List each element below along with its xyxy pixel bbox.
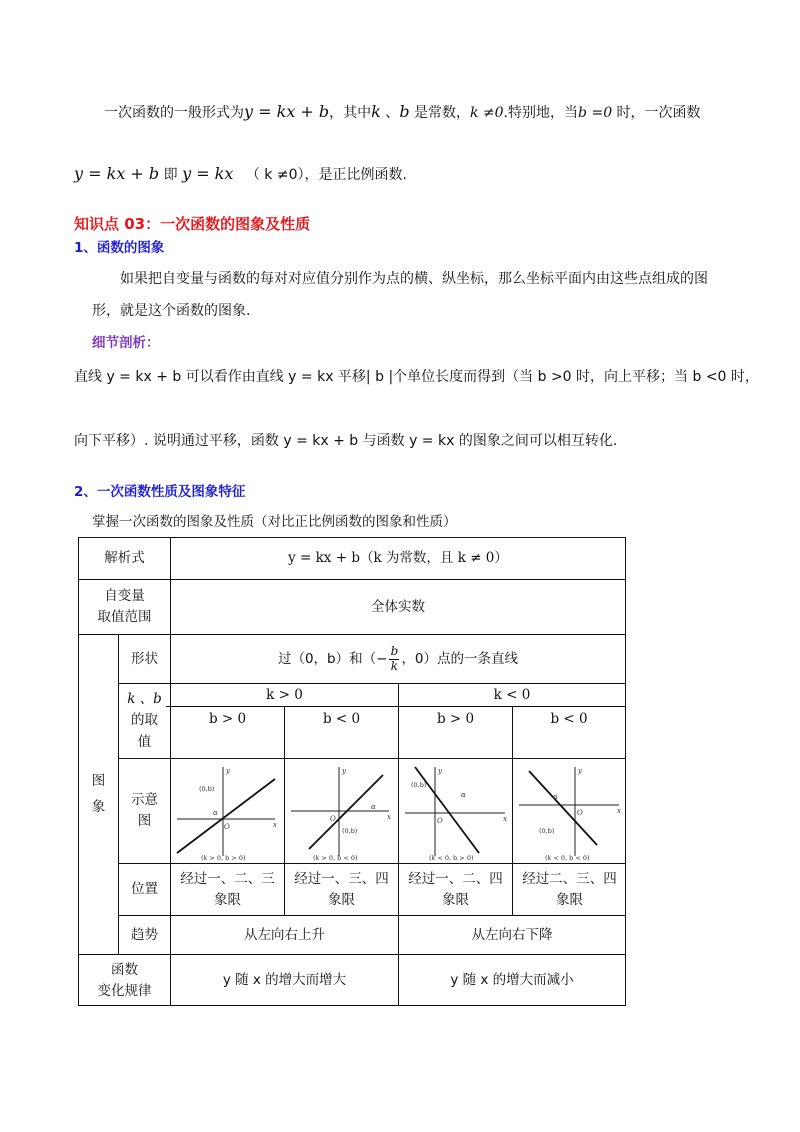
- shape-value: [171, 635, 625, 683]
- position-cell-2: 经过一、三、四象限: [294, 870, 389, 908]
- rule-increase: y 随 x 的增大而增大: [222, 971, 347, 988]
- formula: y = kx + b: [244, 102, 330, 121]
- graph-k-neg-b-neg: [513, 759, 626, 863]
- fraction: [389, 645, 399, 672]
- formula: y = kx: [182, 164, 234, 183]
- properties-table: [78, 537, 626, 1006]
- formula: b: [399, 102, 410, 121]
- row-label-shape: 形状: [131, 650, 158, 667]
- position-cell-3: 经过一、二、四象限: [408, 870, 503, 908]
- svg-text:(k < 0, b < 0): (k < 0, b < 0): [544, 854, 590, 861]
- svg-text:(k > 0, b > 0): (k > 0, b > 0): [200, 854, 246, 861]
- para1-line2: [74, 164, 407, 184]
- svg-text:α: α: [370, 803, 376, 811]
- svg-text:α: α: [212, 809, 218, 817]
- text-segment: 一次函数的一般形式为: [104, 105, 244, 121]
- detail-line1: 直线 y = kx + b 可以看作由直线 y = kx 平移| b |个单位长度而得到（当 b >0 时，向上平移；当 b <0 时，: [74, 369, 759, 385]
- row-label-kb: [119, 684, 170, 758]
- svg-text:x: x: [272, 821, 277, 829]
- k-negative-header: k < 0: [493, 686, 531, 703]
- row-label-rule: [79, 955, 170, 1007]
- row-label-position: 位置: [131, 881, 158, 898]
- sub1-body-line1: 如果把自变量与函数的每对对应值分别作为点的横、纵坐标，那么坐标平面内由这些点组成的图: [120, 271, 708, 287]
- detail-line2: 向下平移）. 说明通过平移，函数 y = kx + b 与函数 y = kx 的图象之间可以相互转化.: [74, 433, 618, 449]
- position-cell-1: 经过一、二、三象限: [180, 870, 275, 908]
- text-segment: 是常数，: [409, 105, 471, 121]
- formula: k: [371, 102, 381, 121]
- row-label-diagram: [119, 759, 170, 863]
- expression-value: y = kx + b（k 为常数，且 k ≠ 0）: [288, 550, 508, 567]
- svg-text:y: y: [437, 767, 442, 775]
- row-label-expression: 解析式: [104, 550, 145, 567]
- label-part: 示意: [131, 792, 158, 809]
- text-segment: ，0）点的一条直线: [401, 650, 519, 667]
- svg-text:x: x: [502, 815, 507, 823]
- graph-k-pos-b-pos: [171, 759, 284, 863]
- svg-text:(0,b): (0,b): [198, 785, 214, 793]
- formula: b =0: [578, 105, 613, 121]
- label-part: k 、b: [127, 690, 162, 707]
- svg-text:α: α: [460, 791, 466, 799]
- svg-text:O: O: [329, 815, 336, 823]
- label-part: 图: [137, 813, 152, 829]
- graph-k-pos-b-neg: [285, 759, 398, 863]
- text-segment: .特别地，当: [503, 105, 579, 121]
- fraction-numerator: b: [390, 644, 399, 659]
- text-segment: 即: [163, 167, 178, 183]
- sub2-intro: 掌握一次函数的图象及性质（对比正比例函数的图象和性质）: [92, 514, 457, 530]
- b-negative-cell-1: b < 0: [322, 710, 361, 727]
- text-segment: 、: [380, 105, 400, 121]
- domain-value: 全体实数: [371, 598, 425, 615]
- label-part: 取值范围: [97, 609, 152, 625]
- graph-svg: [173, 761, 283, 861]
- graph-svg: [515, 761, 625, 861]
- label-part: 变化规律: [97, 983, 152, 999]
- subsection-heading-2: 2、一次函数性质及图象特征: [74, 484, 246, 500]
- b-positive-cell-1: b > 0: [208, 710, 247, 727]
- svg-text:(0,b): (0,b): [538, 827, 554, 835]
- svg-text:α: α: [552, 793, 558, 801]
- svg-text:x: x: [616, 807, 621, 815]
- graph-svg: [401, 761, 511, 861]
- trend-up: 从左向右上升: [244, 926, 325, 943]
- label-part: 自变量: [104, 588, 145, 605]
- svg-text:(0,b): (0,b): [341, 827, 357, 835]
- formula: y = kx + b: [74, 164, 160, 183]
- label-part: 象: [91, 798, 106, 815]
- row-label-trend: 趋势: [131, 926, 158, 943]
- svg-text:O: O: [576, 809, 583, 817]
- label-part: 函数: [111, 962, 138, 979]
- position-cell-4: 经过二、三、四象限: [522, 870, 617, 908]
- label-part: 图: [91, 772, 106, 789]
- text-segment: 时，一次函数: [612, 105, 701, 121]
- text-segment: 过（0，b）和（−: [277, 650, 388, 667]
- svg-text:O: O: [436, 817, 443, 825]
- k-positive-header: k > 0: [266, 686, 303, 703]
- svg-text:y: y: [341, 767, 346, 775]
- text-segment: （ k ≠0），是正比例函数.: [245, 167, 407, 183]
- row-label-domain: [79, 580, 170, 634]
- graph-svg: [287, 761, 397, 861]
- fraction-denominator: k: [390, 658, 399, 673]
- para1-line1: [104, 102, 701, 122]
- text-segment: ，其中: [329, 105, 372, 121]
- formula: k ≠0: [470, 105, 504, 121]
- trend-down: 从左向右下降: [471, 926, 553, 943]
- svg-text:y: y: [577, 767, 582, 775]
- label-part: 值: [137, 733, 152, 750]
- subsection-heading-1: 1、函数的图象: [74, 240, 165, 256]
- svg-text:y: y: [225, 767, 230, 775]
- sub1-body-line2: 形，就是这个函数的图象.: [92, 303, 251, 319]
- svg-text:(0,b): (0,b): [410, 781, 426, 789]
- b-positive-cell-2: b > 0: [436, 710, 475, 727]
- graph-k-neg-b-pos: [399, 759, 512, 863]
- section-heading: 知识点 03：一次函数的图象及性质: [74, 215, 311, 233]
- b-negative-cell-2: b < 0: [550, 710, 588, 727]
- svg-text:(k < 0, b > 0): (k < 0, b > 0): [428, 854, 474, 861]
- svg-text:x: x: [386, 813, 391, 821]
- label-part: 的取: [131, 712, 158, 729]
- graph-group-label: [79, 635, 118, 954]
- detail-heading: 细节剖析：: [92, 335, 160, 351]
- rule-decrease: y 随 x 的增大而减小: [450, 971, 574, 988]
- svg-text:O: O: [223, 823, 230, 831]
- svg-text:(k > 0, b < 0): (k > 0, b < 0): [312, 854, 358, 861]
